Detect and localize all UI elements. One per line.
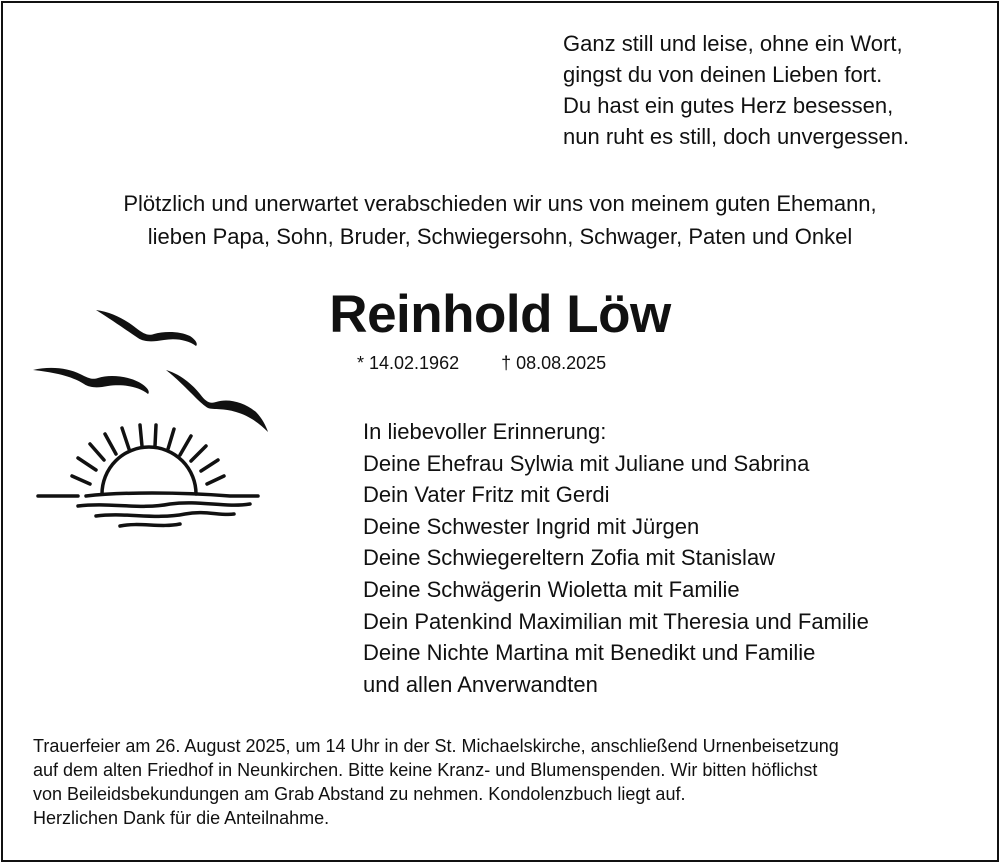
intro-line: Plötzlich und unerwartet verabschieden wir uns von meinem guten Ehemann, [123,191,877,216]
poem-line: nun ruht es still, doch unvergessen. [563,124,910,149]
notice-line: von Beileidsbekundungen am Grab Abstand zu nehmen. Kondolenzbuch liegt auf. [33,784,686,804]
poem-line: Ganz still und leise, ohne ein Wort, [563,31,903,56]
birds-over-sunset-icon [30,298,280,538]
birth-date: * 14.02.1962 [357,353,460,373]
intro-text [0,187,1000,253]
intro-line: lieben Papa, Sohn, Bruder, Schwiegersohn, Schwager, Paten und Onkel [147,224,853,249]
water-line [120,524,180,526]
life-dates [357,352,606,374]
notice-line: Trauerfeier am 26. August 2025, um 14 Uhr in der St. Michaelskirche, anschließend Urnenbeisetzung [33,736,839,756]
deceased-name: Reinhold Löw [329,285,671,344]
notice-line: auf dem alten Friedhof in Neunkirchen. Bitte keine Kranz- und Blumenspenden. Wir bitten höflichst [33,760,818,780]
water-line [78,503,250,506]
mourner-line: Dein Patenkind Maximilian mit Theresia und Familie [363,608,869,634]
funeral-notice [33,734,973,830]
poem-line: gingst du von deinen Lieben fort. [563,62,883,87]
water-line [96,513,234,517]
mourner-line: Deine Schwägerin Wioletta mit Familie [363,576,740,602]
mourner-line: Deine Schwester Ingrid mit Jürgen [363,513,700,539]
mourner-line: und allen Anverwandten [363,671,598,697]
bird-icon [166,370,268,432]
mourner-line: Deine Schwiegereltern Zofia mit Stanislaw [363,545,776,571]
death-date: † 08.08.2025 [501,353,607,373]
mourner-line: Deine Ehefrau Sylwia mit Juliane und Sabrina [363,450,810,476]
poem [563,28,909,152]
bird-icon [96,310,197,346]
poem-line: Du hast ein gutes Herz besessen, [563,93,894,118]
mourner-line: Dein Vater Fritz mit Gerdi [363,482,610,508]
mourners-list [363,416,869,700]
mourner-line: Deine Nichte Martina mit Benedikt und Familie [363,640,816,666]
water-line [86,493,258,496]
bird-icon [33,368,149,394]
mourners-heading: In liebevoller Erinnerung: [363,419,607,444]
notice-line: Herzlichen Dank für die Anteilnahme. [33,808,330,828]
